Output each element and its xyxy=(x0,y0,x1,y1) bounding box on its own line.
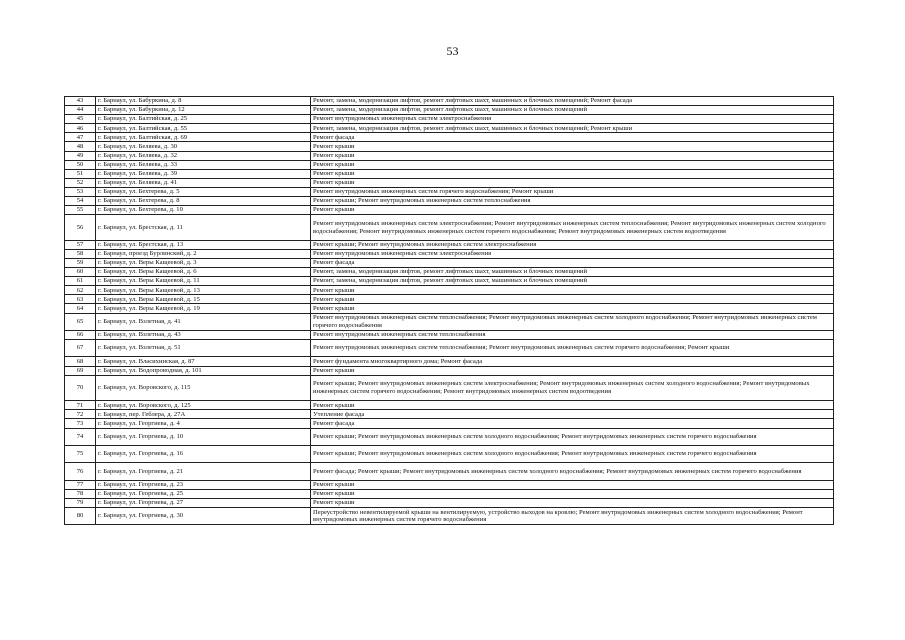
table-row xyxy=(65,445,834,462)
repair-works-cell: Ремонт внутридомовых инженерных систем горячего водоснабжения; Ремонт крыши xyxy=(311,187,834,196)
repair-works-cell: Ремонт крыши xyxy=(311,304,834,313)
address-cell: г. Барнаул, ул. Балтийская, д. 69 xyxy=(96,133,311,142)
address-cell: г. Барнаул, ул. Балтийская, д. 25 xyxy=(96,115,311,124)
address-cell: г. Барнаул, ул. Беляева, д. 30 xyxy=(96,142,311,151)
row-number-cell: 51 xyxy=(65,169,96,178)
address-cell: г. Барнаул, ул. Взлетная, д. 43 xyxy=(96,330,311,339)
address-cell: г. Барнаул, ул. Веры Кащеевой, д. 6 xyxy=(96,268,311,277)
row-number-cell: 74 xyxy=(65,428,96,445)
address-cell: г. Барнаул, ул. Веры Кащеевой, д. 15 xyxy=(96,295,311,304)
table-row xyxy=(65,463,834,480)
address-cell: г. Барнаул, ул. Георгиева, д. 23 xyxy=(96,480,311,489)
row-number-cell: 55 xyxy=(65,206,96,215)
row-number-cell: 45 xyxy=(65,115,96,124)
repair-works-cell: Ремонт, замена, модернизация лифтов, ремонт лифтовых шахт, машинных и блочных помещений xyxy=(311,268,834,277)
repair-works-cell: Ремонт, замена, модернизация лифтов, ремонт лифтовых шахт, машинных и блочных помещений xyxy=(311,106,834,115)
table-row xyxy=(65,142,834,151)
row-number-cell: 53 xyxy=(65,187,96,196)
address-cell: г. Барнаул, ул. Воровского, д. 115 xyxy=(96,375,311,401)
table-row xyxy=(65,160,834,169)
row-number-cell: 56 xyxy=(65,215,96,241)
address-cell: г. Барнаул, пер. Геблера, д. 27А xyxy=(96,410,311,419)
table-body xyxy=(65,97,834,525)
repair-works-cell: Ремонт крыши xyxy=(311,498,834,507)
row-number-cell: 47 xyxy=(65,133,96,142)
row-number-cell: 60 xyxy=(65,268,96,277)
address-cell: г. Барнаул, ул. Взлетная, д. 41 xyxy=(96,313,311,330)
row-number-cell: 58 xyxy=(65,249,96,258)
row-number-cell: 48 xyxy=(65,142,96,151)
repair-works-cell: Переустройство невентилируемой крыши на вентилируемую, устройство выходов на кровлю; Ремонт внутридомовых инженерных систем холодного водоснабжения; Ремонт внутридомовых инженерных систем горячего водоснабжения xyxy=(311,507,834,524)
table-row xyxy=(65,215,834,241)
table-row xyxy=(65,106,834,115)
repair-works-cell: Ремонт внутридомовых инженерных систем теплоснабжения; Ремонт внутридомовых инженерных систем горячего водоснабжения; Ремонт крыши xyxy=(311,340,834,357)
table-row xyxy=(65,169,834,178)
address-cell: г. Барнаул, ул. Георгиева, д. 21 xyxy=(96,463,311,480)
repair-works-cell: Ремонт крыши; Ремонт внутридомовых инженерных систем холодного водоснабжения; Ремонт внутридомовых инженерных систем горячего водоснабжения xyxy=(311,428,834,445)
address-cell: г. Барнаул, ул. Бабуркина, д. 8 xyxy=(96,97,311,106)
repair-works-cell: Ремонт, замена, модернизация лифтов, ремонт лифтовых шахт, машинных и блочных помещений; Ремонт фасада xyxy=(311,97,834,106)
table-row xyxy=(65,295,834,304)
row-number-cell: 64 xyxy=(65,304,96,313)
table-row xyxy=(65,197,834,206)
table-row xyxy=(65,428,834,445)
row-number-cell: 63 xyxy=(65,295,96,304)
repair-works-cell: Ремонт внутридомовых инженерных систем электроснабжения xyxy=(311,249,834,258)
repair-works-cell: Ремонт крыши xyxy=(311,295,834,304)
address-cell: г. Барнаул, ул. Брестская, д. 11 xyxy=(96,215,311,241)
address-cell: г. Барнаул, ул. Георгиева, д. 10 xyxy=(96,428,311,445)
row-number-cell: 46 xyxy=(65,124,96,133)
row-number-cell: 43 xyxy=(65,97,96,106)
table-row xyxy=(65,286,834,295)
row-number-cell: 65 xyxy=(65,313,96,330)
row-number-cell: 54 xyxy=(65,197,96,206)
row-number-cell: 77 xyxy=(65,480,96,489)
table-row xyxy=(65,330,834,339)
table-row xyxy=(65,206,834,215)
table-row xyxy=(65,507,834,524)
table-row xyxy=(65,304,834,313)
repair-works-cell: Ремонт крыши xyxy=(311,366,834,375)
table-row xyxy=(65,480,834,489)
address-cell: г. Барнаул, ул. Беляева, д. 33 xyxy=(96,160,311,169)
repair-works-cell: Ремонт крыши xyxy=(311,151,834,160)
page-number: 53 xyxy=(446,44,459,58)
address-cell: г. Барнаул, ул. Брестская, д. 13 xyxy=(96,240,311,249)
repair-works-cell: Ремонт крыши xyxy=(311,489,834,498)
table-row xyxy=(65,259,834,268)
repair-works-cell: Ремонт внутридомовых инженерных систем теплоснабжения xyxy=(311,330,834,339)
table-row xyxy=(65,151,834,160)
repair-works-cell: Ремонт крыши xyxy=(311,160,834,169)
repair-works-cell: Ремонт крыши; Ремонт внутридомовых инженерных систем теплоснабжения xyxy=(311,197,834,206)
row-number-cell: 71 xyxy=(65,401,96,410)
table-row xyxy=(65,366,834,375)
repair-works-cell: Ремонт крыши xyxy=(311,401,834,410)
table-row xyxy=(65,498,834,507)
address-cell: г. Барнаул, ул. Веры Кащеевой, д. 3 xyxy=(96,259,311,268)
row-number-cell: 62 xyxy=(65,286,96,295)
row-number-cell: 69 xyxy=(65,366,96,375)
row-number-cell: 72 xyxy=(65,410,96,419)
address-cell: г. Барнаул, ул. Водопроводная, д. 101 xyxy=(96,366,311,375)
address-cell: г. Барнаул, ул. Бехтерева, д. 5 xyxy=(96,187,311,196)
table-row xyxy=(65,419,834,428)
repair-works-cell: Ремонт фасада; Ремонт крыши; Ремонт внутридомовых инженерных систем холодного водоснабжения; Ремонт внутридомовых инженерных систем горячего водоснабжения xyxy=(311,463,834,480)
address-cell: г. Барнаул, проезд Бурлинский, д. 2 xyxy=(96,249,311,258)
address-cell: г. Барнаул, ул. Бабуркина, д. 12 xyxy=(96,106,311,115)
address-cell: г. Барнаул, ул. Веры Кащеевой, д. 11 xyxy=(96,277,311,286)
repair-works-cell: Ремонт крыши; Ремонт внутридомовых инженерных систем электроснабжения xyxy=(311,240,834,249)
repair-works-cell: Ремонт фундамента многоквартирного дома; Ремонт фасада xyxy=(311,357,834,366)
repair-works-cell: Ремонт внутридомовых инженерных систем теплоснабжения; Ремонт внутридомовых инженерных систем холодного водоснабжения; Ремонт внутридомовых инженерных систем горячего водоснабжения xyxy=(311,313,834,330)
repair-works-cell: Ремонт внутридомовых инженерных систем электроснабжения xyxy=(311,115,834,124)
row-number-cell: 68 xyxy=(65,357,96,366)
repair-registry-table xyxy=(64,96,834,525)
table-row xyxy=(65,268,834,277)
row-number-cell: 73 xyxy=(65,419,96,428)
repair-works-cell: Ремонт, замена, модернизация лифтов, ремонт лифтовых шахт, машинных и блочных помещений; Ремонт крыши xyxy=(311,124,834,133)
address-cell: г. Барнаул, ул. Беляева, д. 41 xyxy=(96,178,311,187)
address-cell: г. Барнаул, ул. Взлетная, д. 51 xyxy=(96,340,311,357)
row-number-cell: 57 xyxy=(65,240,96,249)
address-cell: г. Барнаул, ул. Веры Кащеевой, д. 19 xyxy=(96,304,311,313)
repair-works-cell: Ремонт фасада xyxy=(311,419,834,428)
table-row xyxy=(65,375,834,401)
table-row xyxy=(65,115,834,124)
table-row xyxy=(65,249,834,258)
address-cell: г. Барнаул, ул. Георгиева, д. 30 xyxy=(96,507,311,524)
repair-works-cell: Ремонт крыши xyxy=(311,480,834,489)
table-row xyxy=(65,178,834,187)
row-number-cell: 61 xyxy=(65,277,96,286)
repair-works-cell: Ремонт крыши xyxy=(311,142,834,151)
address-cell: г. Барнаул, ул. Бехтерева, д. 10 xyxy=(96,206,311,215)
table-row xyxy=(65,124,834,133)
row-number-cell: 52 xyxy=(65,178,96,187)
address-cell: г. Барнаул, ул. Балтийская, д. 55 xyxy=(96,124,311,133)
row-number-cell: 70 xyxy=(65,375,96,401)
address-cell: г. Барнаул, ул. Георгиева, д. 25 xyxy=(96,489,311,498)
repair-works-cell: Ремонт фасада xyxy=(311,259,834,268)
row-number-cell: 59 xyxy=(65,259,96,268)
repair-works-cell: Ремонт внутридомовых инженерных систем электроснабжения; Ремонт внутридомовых инженерных систем теплоснабжения; Ремонт внутридомовых инженерных систем холодного водоснабжения; Ремонт внутридомовых инженерных систем горячего водоснабжения; Ремонт внутридомовых инженерных систем водоотведения xyxy=(311,215,834,241)
address-cell: г. Барнаул, ул. Георгиева, д. 27 xyxy=(96,498,311,507)
address-cell: г. Барнаул, ул. Воровского, д. 125 xyxy=(96,401,311,410)
row-number-cell: 75 xyxy=(65,445,96,462)
repair-works-cell: Ремонт крыши; Ремонт внутридомовых инженерных систем электроснабжения; Ремонт внутридомовых инженерных систем холодного водоснабжения; Ремонт внутридомовых инженерных систем горячего водоснабжения; Ремонт внутридомовых инженерных систем водоотведения xyxy=(311,375,834,401)
row-number-cell: 49 xyxy=(65,151,96,160)
repair-works-cell: Ремонт, замена, модернизация лифтов, ремонт лифтовых шахт, машинных и блочных помещений xyxy=(311,277,834,286)
row-number-cell: 80 xyxy=(65,507,96,524)
row-number-cell: 76 xyxy=(65,463,96,480)
address-cell: г. Барнаул, ул. Георгиева, д. 16 xyxy=(96,445,311,462)
table-row xyxy=(65,187,834,196)
table-row xyxy=(65,340,834,357)
address-cell: г. Барнаул, ул. Веры Кащеевой, д. 13 xyxy=(96,286,311,295)
repair-works-cell: Ремонт крыши xyxy=(311,169,834,178)
repair-works-cell: Ремонт крыши xyxy=(311,178,834,187)
repair-works-cell: Ремонт фасада xyxy=(311,133,834,142)
repair-works-cell: Ремонт крыши; Ремонт внутридомовых инженерных систем холодного водоснабжения; Ремонт внутридомовых инженерных систем горячего водоснабжения xyxy=(311,445,834,462)
table-row xyxy=(65,401,834,410)
row-number-cell: 66 xyxy=(65,330,96,339)
address-cell: г. Барнаул, ул. Власихинская, д. 87 xyxy=(96,357,311,366)
repair-works-cell: Ремонт крыши xyxy=(311,206,834,215)
address-cell: г. Барнаул, ул. Бехтерева, д. 8 xyxy=(96,197,311,206)
table-row xyxy=(65,240,834,249)
row-number-cell: 44 xyxy=(65,106,96,115)
repair-works-cell: Ремонт крыши xyxy=(311,286,834,295)
row-number-cell: 78 xyxy=(65,489,96,498)
row-number-cell: 79 xyxy=(65,498,96,507)
address-cell: г. Барнаул, ул. Беляева, д. 32 xyxy=(96,151,311,160)
table-row xyxy=(65,97,834,106)
table-row xyxy=(65,489,834,498)
address-cell: г. Барнаул, ул. Беляева, д. 39 xyxy=(96,169,311,178)
table-row xyxy=(65,133,834,142)
row-number-cell: 67 xyxy=(65,340,96,357)
table-row xyxy=(65,313,834,330)
row-number-cell: 50 xyxy=(65,160,96,169)
table-row xyxy=(65,277,834,286)
table-row xyxy=(65,357,834,366)
repair-works-cell: Утепление фасада xyxy=(311,410,834,419)
address-cell: г. Барнаул, ул. Георгиева, д. 4 xyxy=(96,419,311,428)
table-row xyxy=(65,410,834,419)
